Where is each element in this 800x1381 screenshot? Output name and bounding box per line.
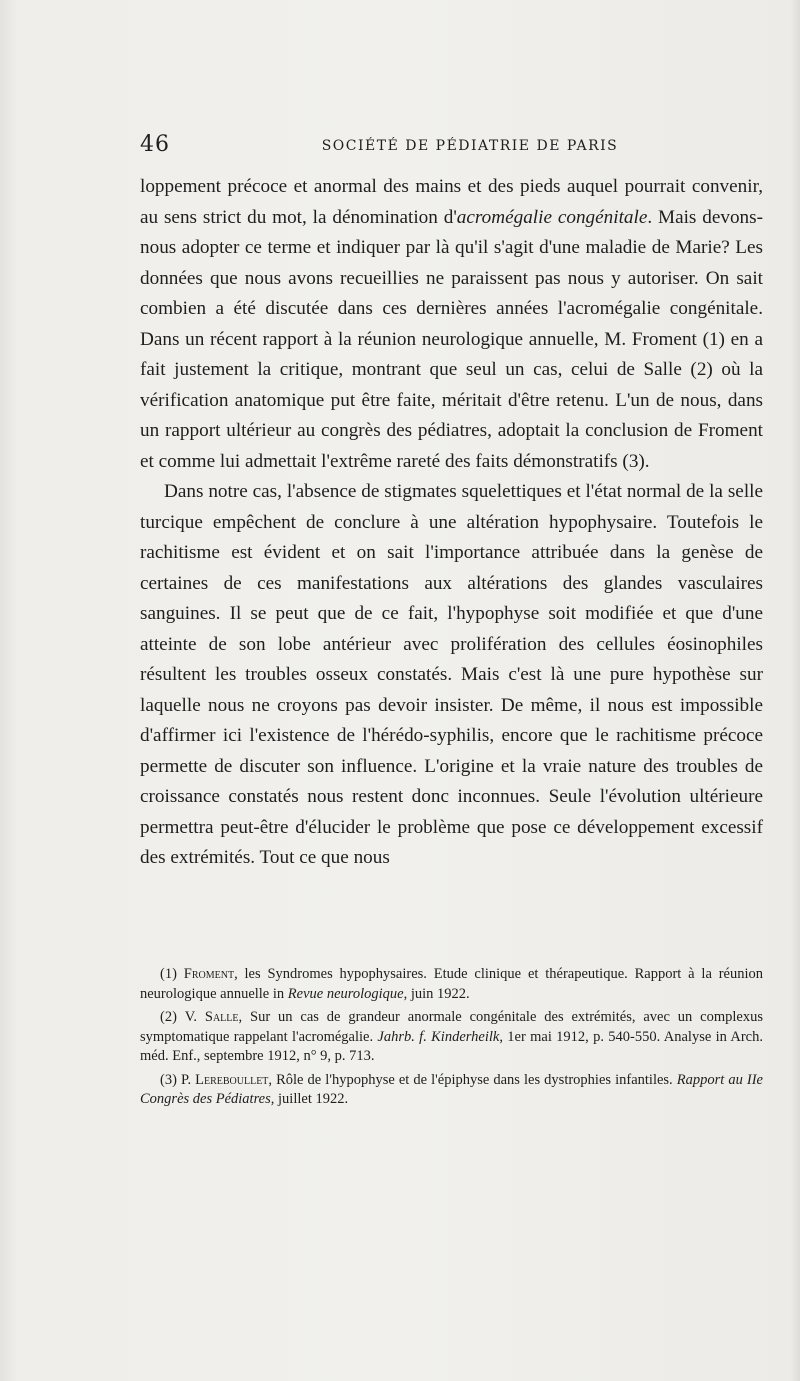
footnote-1-author: Froment <box>183 966 235 982</box>
footnote-3-text-a: , Rôle de l'hypophyse et de l'épiphyse dans les dystrophies infantiles. <box>268 1071 677 1088</box>
footnote-1 <box>140 965 763 1004</box>
paragraph-1-italic-term: acromégalie congénitale <box>456 206 648 228</box>
paragraph-1 <box>140 172 763 477</box>
footnote-2-journal: Jahrb. f. Kinderheilk <box>377 1028 500 1045</box>
footnote-3-journal: Rapport au IIe Congrès des Pédiatres <box>140 1071 763 1107</box>
page-header <box>140 132 760 158</box>
footnote-3-number: (3) <box>160 1071 177 1088</box>
footnote-3-text-b: , juillet 1922. <box>270 1091 349 1107</box>
footnote-2-author: V. Salle <box>184 1009 239 1025</box>
footnote-1-journal: Revue neurologique <box>287 985 404 1002</box>
paragraph-1-text-a: loppement précoce et anormal des mains et des pieds auquel pourrait convenir, au sens strict du mot, la dénomination d' <box>140 176 763 228</box>
running-title: SOCIÉTÉ DE PÉDIATRIE DE PARIS <box>321 138 619 154</box>
footnote-2-number: (2) <box>160 1009 177 1025</box>
footnote-1-text-b: , juin 1922. <box>403 985 470 1002</box>
footnotes <box>140 965 763 1114</box>
footnote-3-author: P. Lereboullet <box>180 1071 269 1088</box>
page-number: 46 <box>140 132 170 157</box>
body-text <box>140 172 763 874</box>
footnote-1-number: (1) <box>160 966 177 982</box>
footnote-2 <box>140 1008 763 1067</box>
paragraph-2: Dans notre cas, l'absence de stigmates squelettiques et l'état normal de la selle turcique empêchent de conclure à une altération hypophysaire. Toutefois le rachitisme est évident et on sait l'importance attribuée dans la genèse de certaines de ces manifestations aux altérations des glandes vasculaires sanguines. Il se peut que de ce fait, l'hypophyse soit modifiée et que d'une atteinte de son lobe antérieur avec prolifération des cellules éosinophiles résultent les troubles osseux constatés. Mais c'est là une pure hypothèse sur laquelle nous ne croyons pas devoir insister. De même, il nous est impossible d'affirmer ici l'existence de l'hérédo-syphilis, encore que le rachitisme précoce permette de discuter son influence. L'origine et la vraie nature des troubles de croissance constatés nous restent donc inconnues. Seule l'évolution ultérieure permettra peut-être d'élucider le problème que pose ce développement excessif des extrémités. Tout ce que nous <box>140 481 763 868</box>
footnote-2-text-a: , Sur un cas de grandeur anormale congénitale des extrémités, avec un complexus symptomatique rappelant l'acromégalie. <box>140 1009 763 1045</box>
footnote-2-text-b: , 1er mai 1912, p. 540-550. Analyse in Arch. méd. Enf., septembre 1912, n° 9, p. 713. <box>140 1028 763 1064</box>
paragraph-1-text-b: . Mais devons-nous adopter ce terme et indiquer par là qu'il s'agit d'une maladie de Marie? Les données que nous avons recueillies ne paraissent pas nous y autoriser. On sait combien a été discutée dans ces dernières années l'acromégalie congénitale. Dans un récent rapport à la réunion neurologique annuelle, M. Froment (1) en a fait justement la critique, montrant que seul un cas, celui de Salle (2) où la vérification anatomique put être faite, méritait d'être retenu. L'un de nous, dans un rapport ultérieur au congrès des pédiatres, adoptait la conclusion de Froment et comme lui admettait l'extrême rareté des faits démonstratifs (3). <box>140 206 763 472</box>
footnote-1-text-a: , les Syndromes hypophysaires. Etude clinique et thérapeutique. Rapport à la réunion neurologique annuelle in <box>140 966 764 1002</box>
footnote-3 <box>140 1071 763 1110</box>
